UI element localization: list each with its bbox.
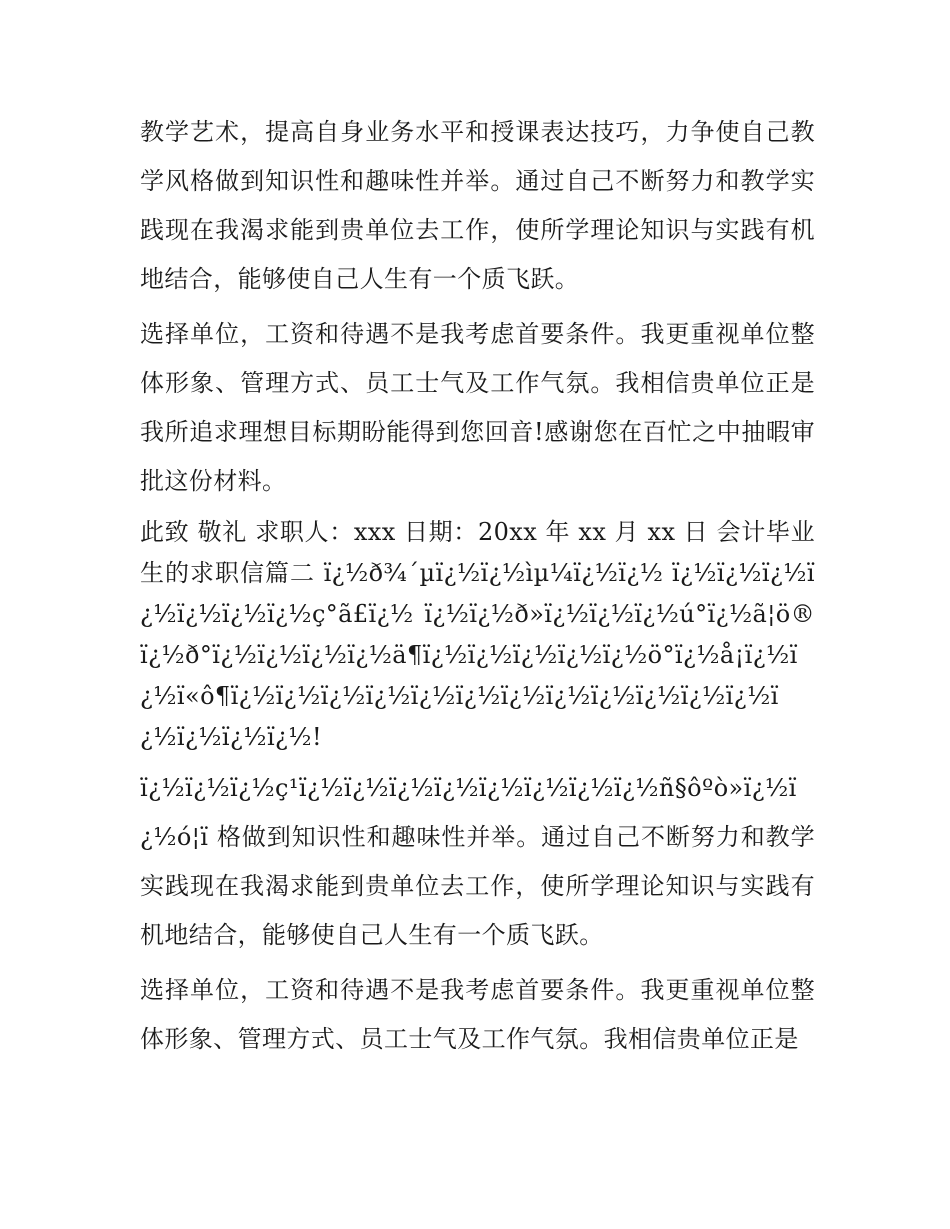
paragraph-unit-choice: 选择单位，工资和待遇不是我考虑首要条件。我更重视单位整体形象、管理方式、员工士气及工作气氛。我相信贵单位正是我所追求理想目标期盼能得到您回音!感谢您在百忙之中抽暇审批这份材料。 bbox=[140, 320, 815, 495]
paragraph-teaching-art: 教学艺术，提高自身业务水平和授课表达技巧，力争使自己教学风格做到知识性和趣味性并举。通过自己不断努力和教学实践现在我渴求能到贵单位去工作，使所学理论知识与实践有机地结合，能够使自己人生有一个质飞跃。 bbox=[140, 118, 815, 293]
paragraph-closing-garbled: 此致 敬礼 求职人：xxx 日期：20xx 年 xx 月 xx 日 会计毕业生的求职信篇二 ï¿½ð¾´µï¿½ï¿½ìµ¼ï¿½ï¿½ ï¿½ï¿½ï¿½ï¿½ï¿½ï¿½ï¿½ç°ã£ï¿½ ï¿½ï¿½ð»ï¿½ï¿½ï¿½ú°ï¿½ã¦ö®ï¿½ð°ï¿½ï¿½ï¿½ï¿½ä¶ï¿½ï¿½ï¿½ï¿½ï¿½ö°ï¿½å¡ï¿½ï¿½ï«ô¶ï¿½ï¿½ï¿½ï¿½ï¿½ï¿½ï¿½ï¿½ï¿½ï¿½ï¿½ï¿½ï¿½ï¿½ï¿½ï¿½! bbox=[140, 518, 815, 751]
paragraph-unit-choice-repeat: 选择单位，工资和待遇不是我考虑首要条件。我更重视单位整体形象、管理方式、员工士气及工作气氛。我相信贵单位正是 bbox=[140, 976, 815, 1053]
document-body bbox=[140, 108, 815, 1070]
paragraph-garbled-teaching: ï¿½ï¿½ï¿½ç¹ï¿½ï¿½ï¿½ï¿½ï¿½ï¿½ï¿½ï¿½ñ§ôºò»ï¿½ï¿½ó¦ï 格做到知识性和趣味性并举。通过自己不断努力和教学实践现在我渴求能到贵单位去工作，使所学理论知识与实践有机地结合，能够使自己人生有一个质飞跃。 bbox=[140, 774, 815, 949]
